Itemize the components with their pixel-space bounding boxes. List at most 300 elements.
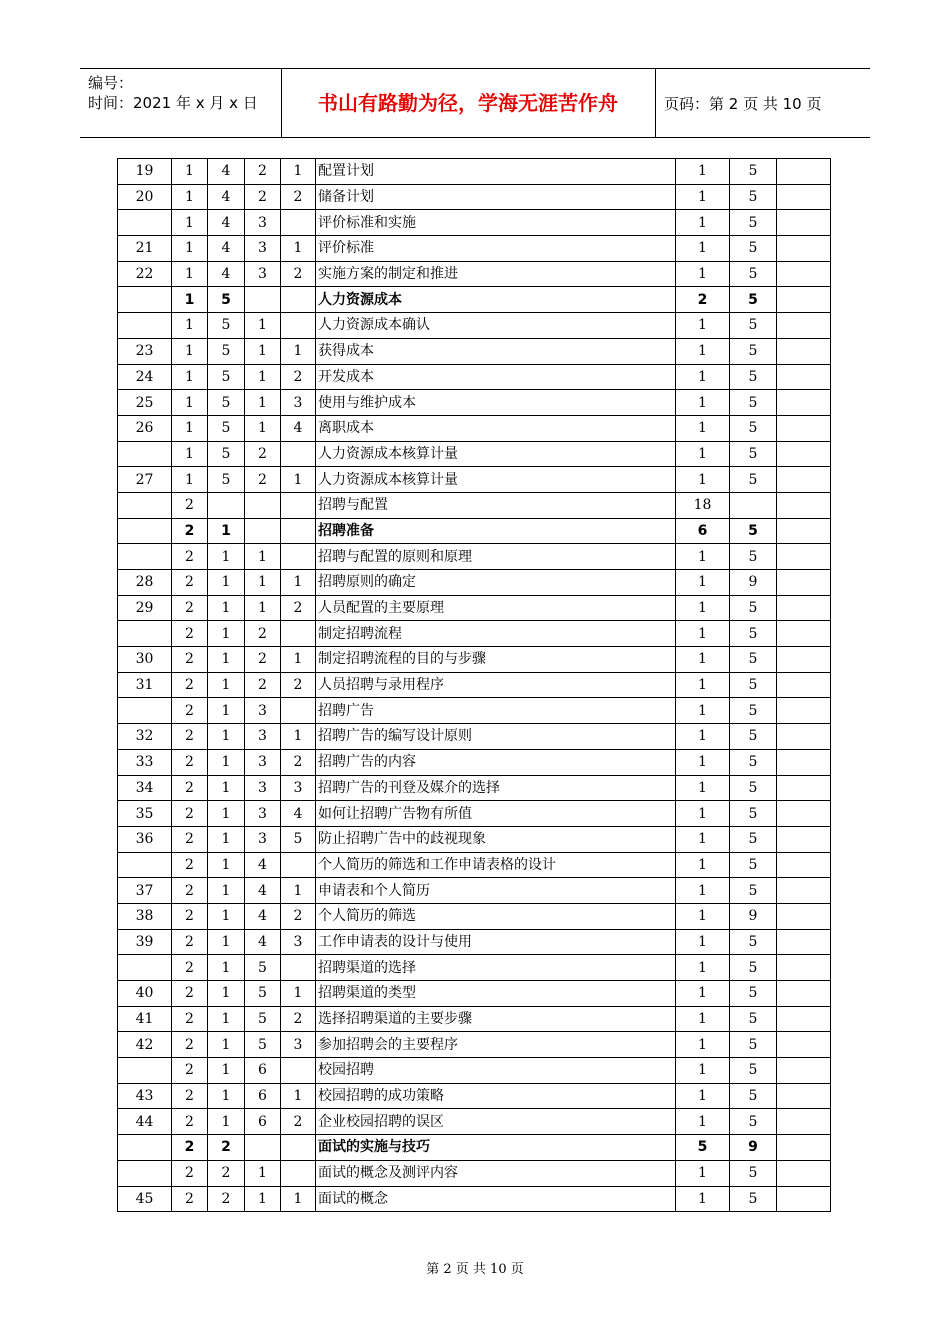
topic-title-cell: 校园招聘 (316, 1058, 676, 1084)
points-cell: 1 (676, 1186, 730, 1212)
level-4-cell: 2 (281, 1006, 316, 1032)
level-3-cell: 1 (245, 364, 281, 390)
remark-cell (777, 801, 831, 827)
remark-cell (777, 492, 831, 518)
topic-title-cell: 招聘与配置的原则和原理 (316, 544, 676, 570)
remark-cell (777, 1058, 831, 1084)
topic-title-cell: 面试的实施与技巧 (316, 1135, 676, 1161)
level-2-cell: 5 (208, 390, 245, 416)
item-number-cell: 39 (118, 929, 172, 955)
level-3-cell: 5 (245, 1032, 281, 1058)
item-number-cell: 38 (118, 903, 172, 929)
level-4-cell: 1 (281, 159, 316, 185)
level-1-cell: 1 (172, 184, 208, 210)
level-3-cell: 4 (245, 878, 281, 904)
item-number-cell: 30 (118, 647, 172, 673)
level-1-cell: 2 (172, 492, 208, 518)
weight-cell: 5 (730, 338, 777, 364)
table-row (118, 492, 831, 518)
level-4-cell (281, 621, 316, 647)
level-1-cell: 2 (172, 724, 208, 750)
level-3-cell: 5 (245, 1006, 281, 1032)
topic-title-cell: 人力资源成本确认 (316, 313, 676, 339)
topic-title-cell: 招聘广告的编写设计原则 (316, 724, 676, 750)
topic-title-cell: 防止招聘广告中的歧视现象 (316, 826, 676, 852)
weight-cell: 5 (730, 1160, 777, 1186)
table-row (118, 724, 831, 750)
level-1-cell: 2 (172, 1135, 208, 1161)
weight-cell: 5 (730, 724, 777, 750)
level-4-cell (281, 313, 316, 339)
topic-title-cell: 校园招聘的成功策略 (316, 1083, 676, 1109)
topic-title-cell: 开发成本 (316, 364, 676, 390)
level-3-cell (245, 518, 281, 544)
topic-title-cell: 招聘原则的确定 (316, 570, 676, 596)
topic-title-cell: 储备计划 (316, 184, 676, 210)
level-4-cell: 2 (281, 1109, 316, 1135)
level-2-cell: 1 (208, 775, 245, 801)
level-2-cell: 1 (208, 698, 245, 724)
level-1-cell: 2 (172, 544, 208, 570)
item-number-cell: 40 (118, 981, 172, 1007)
table-row (118, 518, 831, 544)
remark-cell (777, 1006, 831, 1032)
weight-cell: 5 (730, 852, 777, 878)
remark-cell (777, 1186, 831, 1212)
level-3-cell: 5 (245, 955, 281, 981)
level-3-cell: 2 (245, 441, 281, 467)
weight-cell: 5 (730, 1032, 777, 1058)
level-3-cell: 1 (245, 544, 281, 570)
points-cell: 1 (676, 826, 730, 852)
level-3-cell: 6 (245, 1083, 281, 1109)
item-number-cell: 45 (118, 1186, 172, 1212)
item-number-cell (118, 210, 172, 236)
level-2-cell: 5 (208, 415, 245, 441)
level-4-cell (281, 544, 316, 570)
table-row (118, 1160, 831, 1186)
header-motto: 书山有路勤为径，学海无涯苦作舟 (318, 91, 618, 115)
points-cell: 1 (676, 184, 730, 210)
level-4-cell: 2 (281, 749, 316, 775)
remark-cell (777, 570, 831, 596)
level-3-cell: 5 (245, 981, 281, 1007)
level-4-cell (281, 287, 316, 313)
level-1-cell: 2 (172, 1006, 208, 1032)
level-3-cell: 1 (245, 415, 281, 441)
item-number-cell (118, 313, 172, 339)
weight-cell: 5 (730, 878, 777, 904)
topic-title-cell: 招聘广告的刊登及媒介的选择 (316, 775, 676, 801)
remark-cell (777, 1109, 831, 1135)
remark-cell (777, 184, 831, 210)
level-3-cell: 3 (245, 210, 281, 236)
item-number-cell (118, 492, 172, 518)
level-2-cell: 5 (208, 338, 245, 364)
level-4-cell: 2 (281, 903, 316, 929)
level-4-cell (281, 698, 316, 724)
remark-cell (777, 544, 831, 570)
level-4-cell: 4 (281, 801, 316, 827)
weight-cell: 5 (730, 287, 777, 313)
points-cell: 1 (676, 775, 730, 801)
level-1-cell: 1 (172, 390, 208, 416)
remark-cell (777, 595, 831, 621)
level-2-cell: 1 (208, 544, 245, 570)
topic-title-cell: 人力资源成本核算计量 (316, 467, 676, 493)
points-cell: 1 (676, 236, 730, 262)
weight-cell: 9 (730, 903, 777, 929)
item-number-cell (118, 852, 172, 878)
level-2-cell: 5 (208, 441, 245, 467)
topic-title-cell: 招聘渠道的选择 (316, 955, 676, 981)
table-row (118, 184, 831, 210)
level-1-cell: 1 (172, 467, 208, 493)
weight-cell: 5 (730, 621, 777, 647)
item-number-cell: 25 (118, 390, 172, 416)
points-cell: 1 (676, 878, 730, 904)
level-1-cell: 2 (172, 1160, 208, 1186)
item-number-cell: 43 (118, 1083, 172, 1109)
topic-title-cell: 招聘渠道的类型 (316, 981, 676, 1007)
remark-cell (777, 903, 831, 929)
remark-cell (777, 1032, 831, 1058)
points-cell: 1 (676, 621, 730, 647)
header-time-label: 时间：2021 年 x 月 x 日 (88, 94, 258, 112)
level-3-cell: 2 (245, 159, 281, 185)
level-3-cell (245, 1135, 281, 1161)
remark-cell (777, 261, 831, 287)
level-3-cell: 2 (245, 621, 281, 647)
level-3-cell: 3 (245, 826, 281, 852)
topic-title-cell: 评价标准和实施 (316, 210, 676, 236)
level-4-cell (281, 1058, 316, 1084)
topic-title-cell: 招聘准备 (316, 518, 676, 544)
item-number-cell: 21 (118, 236, 172, 262)
weight-cell: 5 (730, 698, 777, 724)
points-cell: 2 (676, 287, 730, 313)
level-2-cell: 1 (208, 724, 245, 750)
table-row (118, 1006, 831, 1032)
table-row (118, 595, 831, 621)
remark-cell (777, 981, 831, 1007)
points-cell: 1 (676, 698, 730, 724)
table-row (118, 1109, 831, 1135)
points-cell: 1 (676, 749, 730, 775)
level-4-cell (281, 1135, 316, 1161)
item-number-cell: 32 (118, 724, 172, 750)
points-cell: 1 (676, 1160, 730, 1186)
level-4-cell: 4 (281, 415, 316, 441)
syllabus-table (117, 158, 831, 1212)
header-page-label: 页码：第 2 页 共 10 页 (664, 95, 822, 113)
level-2-cell: 4 (208, 210, 245, 236)
table-row (118, 236, 831, 262)
topic-title-cell: 企业校园招聘的误区 (316, 1109, 676, 1135)
level-4-cell: 1 (281, 467, 316, 493)
points-cell: 1 (676, 415, 730, 441)
level-2-cell: 1 (208, 1083, 245, 1109)
topic-title-cell: 评价标准 (316, 236, 676, 262)
weight-cell: 5 (730, 1058, 777, 1084)
level-2-cell: 1 (208, 570, 245, 596)
level-4-cell: 1 (281, 878, 316, 904)
remark-cell (777, 287, 831, 313)
points-cell: 1 (676, 852, 730, 878)
table-row (118, 929, 831, 955)
level-1-cell: 2 (172, 981, 208, 1007)
points-cell: 1 (676, 672, 730, 698)
item-number-cell (118, 518, 172, 544)
remark-cell (777, 929, 831, 955)
topic-title-cell: 制定招聘流程 (316, 621, 676, 647)
points-cell: 1 (676, 595, 730, 621)
level-3-cell: 6 (245, 1109, 281, 1135)
remark-cell (777, 955, 831, 981)
level-2-cell: 4 (208, 159, 245, 185)
points-cell: 1 (676, 261, 730, 287)
table-row (118, 981, 831, 1007)
points-cell: 1 (676, 903, 730, 929)
level-3-cell: 3 (245, 775, 281, 801)
level-2-cell: 1 (208, 672, 245, 698)
topic-title-cell: 工作申请表的设计与使用 (316, 929, 676, 955)
weight-cell: 5 (730, 210, 777, 236)
level-1-cell: 1 (172, 338, 208, 364)
weight-cell: 5 (730, 775, 777, 801)
item-number-cell: 28 (118, 570, 172, 596)
table-row (118, 287, 831, 313)
level-1-cell: 2 (172, 698, 208, 724)
item-number-cell: 27 (118, 467, 172, 493)
level-1-cell: 2 (172, 570, 208, 596)
remark-cell (777, 1160, 831, 1186)
level-4-cell (281, 441, 316, 467)
level-3-cell: 3 (245, 698, 281, 724)
table-row (118, 1135, 831, 1161)
points-cell: 1 (676, 1058, 730, 1084)
item-number-cell (118, 1135, 172, 1161)
item-number-cell: 20 (118, 184, 172, 210)
item-number-cell: 37 (118, 878, 172, 904)
item-number-cell: 41 (118, 1006, 172, 1032)
weight-cell: 5 (730, 159, 777, 185)
points-cell: 1 (676, 364, 730, 390)
weight-cell: 5 (730, 518, 777, 544)
item-number-cell: 34 (118, 775, 172, 801)
level-4-cell: 2 (281, 595, 316, 621)
level-1-cell: 1 (172, 313, 208, 339)
level-3-cell: 6 (245, 1058, 281, 1084)
item-number-cell: 42 (118, 1032, 172, 1058)
points-cell: 1 (676, 570, 730, 596)
level-4-cell: 1 (281, 647, 316, 673)
level-1-cell: 2 (172, 801, 208, 827)
table-row (118, 544, 831, 570)
remark-cell (777, 338, 831, 364)
remark-cell (777, 364, 831, 390)
item-number-cell (118, 698, 172, 724)
level-1-cell: 1 (172, 287, 208, 313)
item-number-cell (118, 1160, 172, 1186)
table-row (118, 210, 831, 236)
weight-cell: 5 (730, 261, 777, 287)
table-row (118, 570, 831, 596)
level-4-cell: 1 (281, 570, 316, 596)
item-number-cell: 24 (118, 364, 172, 390)
item-number-cell (118, 955, 172, 981)
level-3-cell: 1 (245, 595, 281, 621)
weight-cell: 5 (730, 955, 777, 981)
weight-cell: 5 (730, 415, 777, 441)
weight-cell: 5 (730, 467, 777, 493)
table-row (118, 1032, 831, 1058)
level-2-cell: 1 (208, 595, 245, 621)
weight-cell: 5 (730, 595, 777, 621)
level-2-cell: 5 (208, 287, 245, 313)
level-2-cell: 1 (208, 1058, 245, 1084)
level-2-cell: 4 (208, 184, 245, 210)
table-row (118, 775, 831, 801)
points-cell: 6 (676, 518, 730, 544)
item-number-cell: 22 (118, 261, 172, 287)
level-1-cell: 1 (172, 159, 208, 185)
item-number-cell: 29 (118, 595, 172, 621)
remark-cell (777, 236, 831, 262)
level-1-cell: 2 (172, 826, 208, 852)
level-2-cell: 2 (208, 1186, 245, 1212)
weight-cell: 5 (730, 313, 777, 339)
weight-cell: 5 (730, 647, 777, 673)
remark-cell (777, 390, 831, 416)
item-number-cell (118, 287, 172, 313)
item-number-cell (118, 544, 172, 570)
topic-title-cell: 参加招聘会的主要程序 (316, 1032, 676, 1058)
level-3-cell (245, 492, 281, 518)
weight-cell: 5 (730, 236, 777, 262)
level-4-cell: 3 (281, 1032, 316, 1058)
item-number-cell (118, 441, 172, 467)
level-1-cell: 2 (172, 595, 208, 621)
topic-title-cell: 离职成本 (316, 415, 676, 441)
level-2-cell: 1 (208, 929, 245, 955)
points-cell: 1 (676, 724, 730, 750)
points-cell: 1 (676, 981, 730, 1007)
level-2-cell: 5 (208, 364, 245, 390)
level-1-cell: 2 (172, 955, 208, 981)
remark-cell (777, 518, 831, 544)
remark-cell (777, 159, 831, 185)
weight-cell: 5 (730, 184, 777, 210)
level-2-cell: 1 (208, 749, 245, 775)
remark-cell (777, 467, 831, 493)
level-2-cell: 1 (208, 621, 245, 647)
level-3-cell: 2 (245, 672, 281, 698)
remark-cell (777, 1083, 831, 1109)
topic-title-cell: 人员招聘与录用程序 (316, 672, 676, 698)
level-4-cell: 3 (281, 390, 316, 416)
topic-title-cell: 人力资源成本 (316, 287, 676, 313)
table-row (118, 1058, 831, 1084)
table-row (118, 313, 831, 339)
level-3-cell: 1 (245, 1186, 281, 1212)
topic-title-cell: 制定招聘流程的目的与步骤 (316, 647, 676, 673)
level-2-cell: 1 (208, 1032, 245, 1058)
level-3-cell: 2 (245, 467, 281, 493)
weight-cell: 5 (730, 672, 777, 698)
topic-title-cell: 人员配置的主要原理 (316, 595, 676, 621)
level-2-cell: 1 (208, 826, 245, 852)
level-2-cell: 5 (208, 467, 245, 493)
level-3-cell: 1 (245, 390, 281, 416)
level-4-cell: 2 (281, 672, 316, 698)
item-number-cell (118, 1058, 172, 1084)
topic-title-cell: 个人简历的筛选和工作申请表格的设计 (316, 852, 676, 878)
table-row (118, 441, 831, 467)
topic-title-cell: 招聘广告的内容 (316, 749, 676, 775)
level-1-cell: 1 (172, 261, 208, 287)
level-2-cell: 4 (208, 261, 245, 287)
table-row (118, 672, 831, 698)
remark-cell (777, 621, 831, 647)
table-row (118, 467, 831, 493)
level-2-cell: 1 (208, 801, 245, 827)
weight-cell: 9 (730, 570, 777, 596)
points-cell: 1 (676, 1083, 730, 1109)
topic-title-cell: 配置计划 (316, 159, 676, 185)
points-cell: 1 (676, 929, 730, 955)
level-1-cell: 2 (172, 749, 208, 775)
level-1-cell: 2 (172, 672, 208, 698)
table-row (118, 826, 831, 852)
weight-cell: 5 (730, 1109, 777, 1135)
level-2-cell: 1 (208, 852, 245, 878)
level-3-cell: 1 (245, 338, 281, 364)
level-2-cell: 2 (208, 1135, 245, 1161)
remark-cell (777, 878, 831, 904)
points-cell: 1 (676, 338, 730, 364)
level-3-cell: 4 (245, 929, 281, 955)
points-cell: 1 (676, 313, 730, 339)
points-cell: 1 (676, 647, 730, 673)
level-1-cell: 2 (172, 878, 208, 904)
item-number-cell: 26 (118, 415, 172, 441)
topic-title-cell: 面试的概念 (316, 1186, 676, 1212)
level-3-cell: 1 (245, 570, 281, 596)
level-1-cell: 2 (172, 1186, 208, 1212)
level-3-cell: 2 (245, 184, 281, 210)
table-row (118, 903, 831, 929)
weight-cell: 5 (730, 544, 777, 570)
level-1-cell: 2 (172, 775, 208, 801)
level-1-cell: 2 (172, 1058, 208, 1084)
topic-title-cell: 面试的概念及测评内容 (316, 1160, 676, 1186)
level-4-cell (281, 492, 316, 518)
topic-title-cell: 选择招聘渠道的主要步骤 (316, 1006, 676, 1032)
points-cell: 1 (676, 801, 730, 827)
level-1-cell: 2 (172, 621, 208, 647)
item-number-cell: 44 (118, 1109, 172, 1135)
weight-cell: 5 (730, 981, 777, 1007)
level-1-cell: 1 (172, 210, 208, 236)
level-2-cell: 1 (208, 981, 245, 1007)
weight-cell (730, 492, 777, 518)
topic-title-cell: 申请表和个人简历 (316, 878, 676, 904)
weight-cell: 5 (730, 1006, 777, 1032)
remark-cell (777, 749, 831, 775)
header-divider (655, 69, 656, 137)
level-1-cell: 1 (172, 364, 208, 390)
